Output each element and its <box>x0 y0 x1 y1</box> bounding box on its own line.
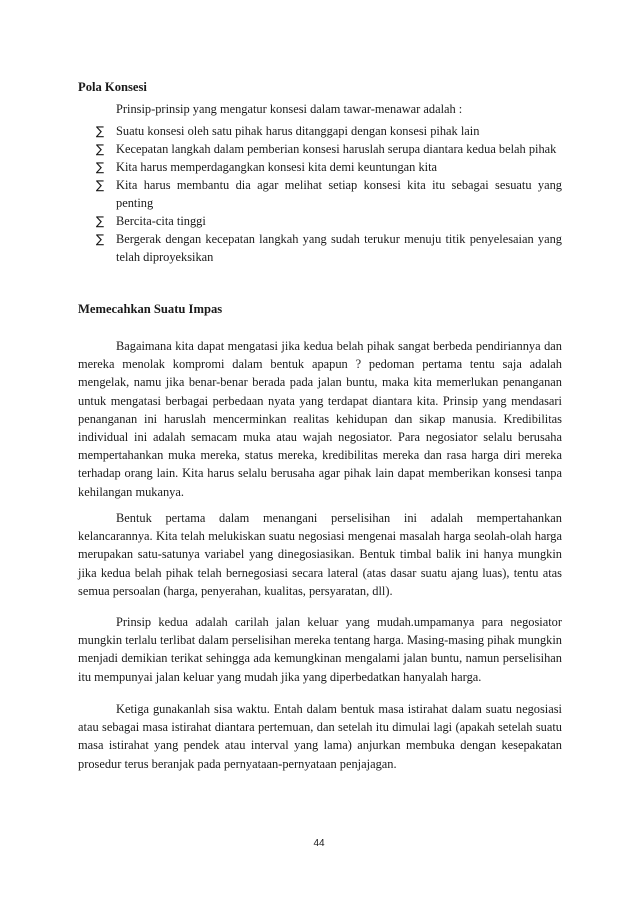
paragraph-2: Bentuk pertama dalam menangani perselisihan ini adalah mempertahankan kelancarannya. Kita telah melukiskan suatu negosiasi mengenai masalah harga seolah-olah harga merupakan satu-satunya variabel yang dinegosiasikan. Bentuk timbal balik ini hanya mungkin jika kedua belah pihak telah bernegosiasi secara lateral (atas dasar suatu ajang luas), tentu atas semua persoalan (harga, penyerahan, kualitas, persyaratan, dll). <box>78 511 562 598</box>
list-item: ∑ Bercita-cita tinggi <box>96 214 206 228</box>
sigma-bullet-icon: ∑ <box>96 142 105 156</box>
list-item: ∑ Bergerak dengan kecepatan langkah yang sudah terukur menuju titik penyelesaian yang telah diproyeksikan <box>96 232 562 264</box>
intro-text: Prinsip-prinsip yang mengatur konsesi dalam tawar-menawar adalah : <box>116 102 463 116</box>
sigma-bullet-icon: ∑ <box>96 178 105 192</box>
paragraph-1: Bagaimana kita dapat mengatasi jika kedua belah pihak sangat berbeda pendiriannya dan mereka menolak kompromi dalam bentuk apapun ? pedoman pertama tentu saja adalah mengelak, namu jika benar-benar berada pada jalan buntu, maka kita memerlukan penanganan untuk mengatasi berbagai perbedaan nyata yang terdapat diantara kita. Prinsip yang mendasari penanganan ini haruslah mencerminkan realitas kehidupan dan sikap manusia. Kredibilitas individual ini adalah semacam muka atau wajah negosiator. Para negosiator selalu berusaha mempertahankan muka mereka, status mereka, kredibilitas mereka dan rasa harga diri mereka terhadap orang lain. Kita harus selalu berusaha agar pihak lain dapat memberikan konsesi tanpa kehilangan mukanya. <box>78 339 562 499</box>
list-item: ∑ Kecepatan langkah dalam pemberian konsesi haruslah serupa diantara kedua belah pihak <box>96 142 557 156</box>
concession-principles-list <box>96 122 562 266</box>
sigma-bullet-icon: ∑ <box>96 160 105 174</box>
section-heading-memecahkan-suatu-impas: Memecahkan Suatu Impas <box>78 302 223 316</box>
sigma-bullet-icon: ∑ <box>96 124 105 138</box>
sigma-bullet-icon: ∑ <box>96 232 105 246</box>
list-item: ∑ Suatu konsesi oleh satu pihak harus ditanggapi dengan konsesi pihak lain <box>96 124 480 138</box>
section-heading-pola-konsesi: Pola Konsesi <box>78 80 147 94</box>
paragraph-3: Prinsip kedua adalah carilah jalan keluar yang mudah.umpamanya para negosiator mungkin terlalu terlibat dalam perselisihan mereka tentang harga. Masing-masing pihak mungkin menjadi demikian terikat sehingga ada kemungkinan mengalami jalan buntu, namun perselisihan itu mempunyai jalan keluar yang mudah jika yang diperbedatkan hanyalah harga. <box>78 615 562 684</box>
page-number: 44 <box>313 838 325 849</box>
list-item: ∑ Kita harus memperdagangkan konsesi kita demi keuntungan kita <box>96 160 438 174</box>
sigma-bullet-icon: ∑ <box>96 214 105 228</box>
paragraph-4: Ketiga gunakanlah sisa waktu. Entah dalam bentuk masa istirahat dalam suatu negosiasi atau sebagai masa istirahat diantara pertemuan, dan setelah itu dimulai lagi (apakah setelah suatu masa istirahat yang pendek atau interval yang lama) anjurkan membuka dengan kesepakatan prosedur terus beranjak pada pernyataan-pernyataan penjajagan. <box>78 702 562 771</box>
list-item: ∑ Kita harus membantu dia agar melihat setiap konsesi kita itu sebagai sesuatu yang penting <box>96 178 562 210</box>
